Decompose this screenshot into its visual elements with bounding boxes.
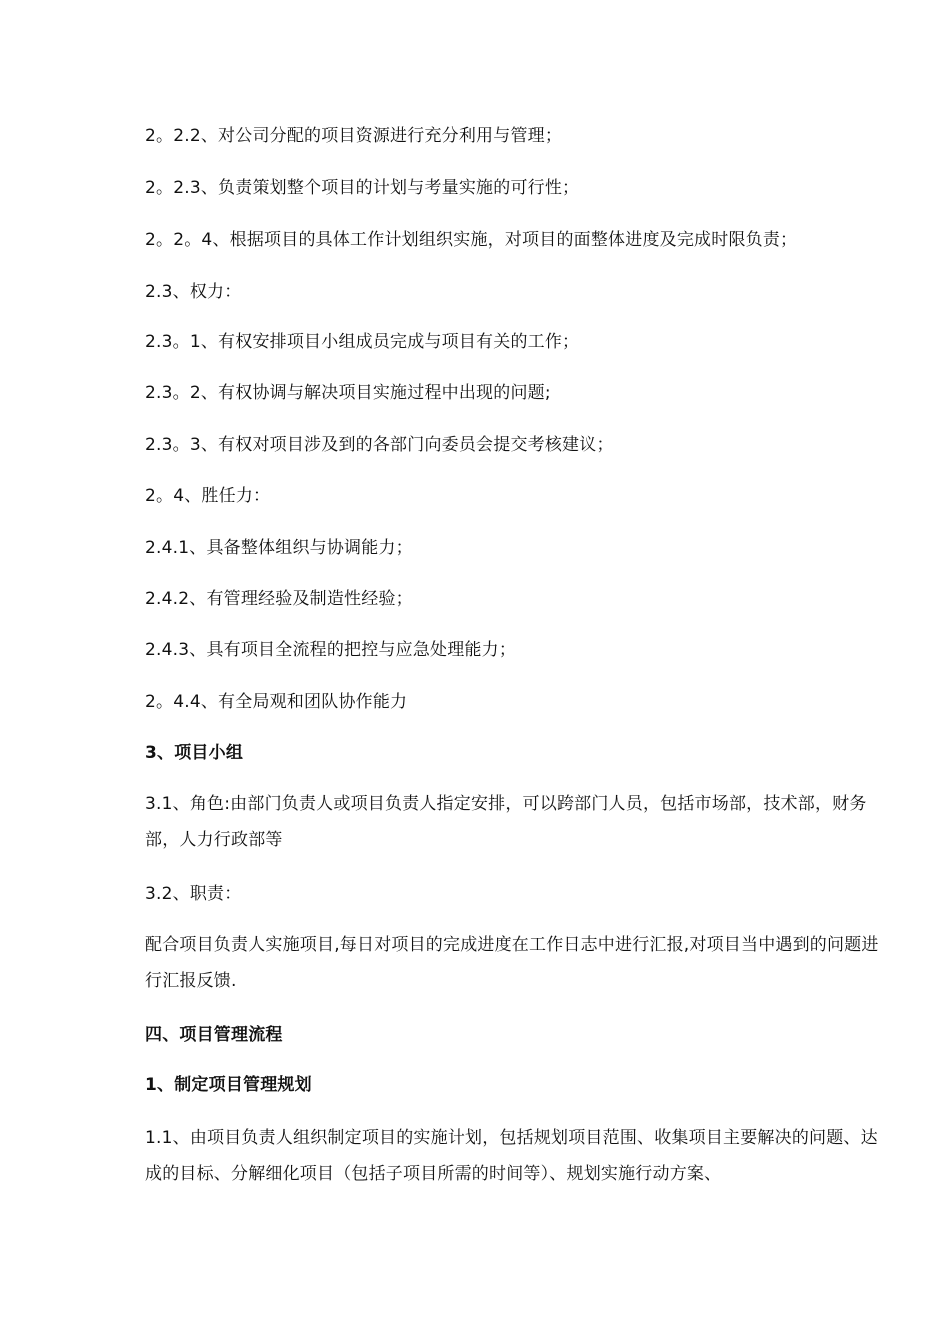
paragraph-duty-description: 配合项目负责人实施项目,每日对项目的完成进度在工作日志中进行汇报,对项目当中遇到的问题进行汇报反馈. xyxy=(145,935,879,991)
section-heading-project-team: 3、项目小组 xyxy=(145,743,244,763)
paragraph-3-2-duty: 3.2、职责： xyxy=(145,884,242,904)
paragraph-2-2-4: 2。2。4、根据项目的具体工作计划组织实施，对项目的面整体进度及完成时限负责； xyxy=(145,230,798,250)
section-heading-management-flow: 四、项目管理流程 xyxy=(145,1025,283,1045)
paragraph-2-3-heading: 2.3、权力： xyxy=(145,282,242,302)
paragraph-2-3-2: 2.3。2、有权协调与解决项目实施过程中出现的问题; xyxy=(145,383,551,403)
paragraph-2-3-3: 2.3。3、有权对项目涉及到的各部门向委员会提交考核建议； xyxy=(145,435,614,455)
paragraph-2-4-heading: 2。4、胜任力： xyxy=(145,486,271,506)
paragraph-2-2-3: 2。2.3、负责策划整个项目的计划与考量实施的可行性； xyxy=(145,178,580,198)
paragraph-2-2-2: 2。2.2、对公司分配的项目资源进行充分利用与管理； xyxy=(145,126,563,146)
paragraph-2-3-1: 2.3。1、有权安排项目小组成员完成与项目有关的工作； xyxy=(145,332,580,352)
paragraph-2-4-2: 2.4.2、有管理经验及制造性经验； xyxy=(145,589,413,609)
paragraph-2-4-1: 2.4.1、具备整体组织与协调能力； xyxy=(145,538,413,558)
paragraph-2-4-4: 2。4.4、有全局观和团队协作能力 xyxy=(145,692,408,712)
paragraph-3-1-role: 3.1、角色:由部门负责人或项目负责人指定安排，可以跨部门人员，包括市场部，技术部，财务部，人力行政部等 xyxy=(145,794,867,850)
subsection-heading-planning: 1、制定项目管理规划 xyxy=(145,1075,312,1095)
paragraph-1-1-plan: 1.1、由项目负责人组织制定项目的实施计划，包括规划项目范围、收集项目主要解决的问题、达成的目标、分解细化项目（包括子项目所需的时间等）、规划实施行动方案、 xyxy=(145,1128,878,1184)
paragraph-2-4-3: 2.4.3、具有项目全流程的把控与应急处理能力； xyxy=(145,640,517,660)
